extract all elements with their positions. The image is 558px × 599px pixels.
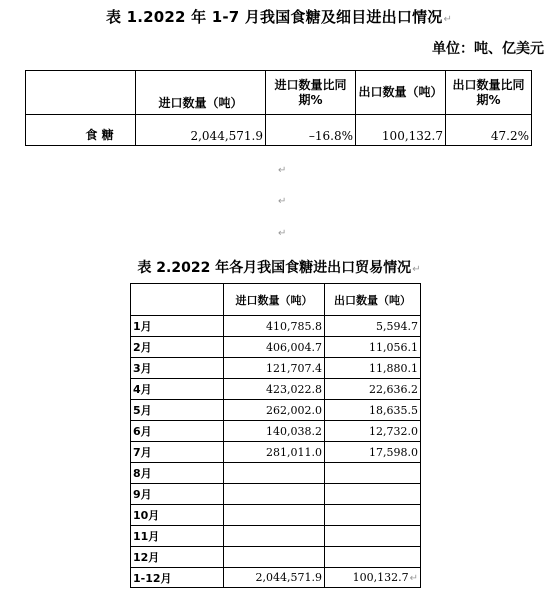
table1-header-blank (26, 71, 136, 115)
table2-total-row (131, 568, 421, 588)
table-row (131, 400, 421, 421)
unit-label (432, 38, 544, 58)
table-row (131, 505, 421, 526)
month-cell: 9月 (131, 484, 224, 505)
month-cell: 7月 (131, 442, 224, 463)
table-row (131, 547, 421, 568)
table-row (131, 358, 421, 379)
table2-header-row (131, 284, 421, 316)
import-qty-cell: 406,004.7 (224, 337, 325, 358)
month-cell: 5月 (131, 400, 224, 421)
import-qty-cell: 423,022.8 (224, 379, 325, 400)
table1-import-qty: 2,044,571.9 (136, 115, 266, 146)
month-cell: 10月 (131, 505, 224, 526)
month-cell: 4月 (131, 379, 224, 400)
import-qty-cell (224, 547, 325, 568)
month-cell: 12月 (131, 547, 224, 568)
paragraph-mark-icon: ↵ (278, 196, 287, 207)
month-cell: 11月 (131, 526, 224, 547)
table-row (131, 421, 421, 442)
table2-title (0, 257, 558, 277)
table2-header-blank (131, 284, 224, 316)
import-qty-cell: 140,038.2 (224, 421, 325, 442)
table1-header-export-qty: 出口数量（吨） (356, 71, 446, 115)
table-row (131, 337, 421, 358)
import-qty-cell (224, 484, 325, 505)
import-qty-cell: 281,011.0 (224, 442, 325, 463)
table1 (25, 70, 532, 146)
month-cell: 6月 (131, 421, 224, 442)
paragraph-mark-icon: ↵ (409, 573, 418, 584)
paragraph-mark-icon: ↵ (412, 264, 421, 275)
table-row (131, 484, 421, 505)
unit-text: 单位：吨、亿美元 (432, 41, 544, 57)
import-qty-cell: 121,707.4 (224, 358, 325, 379)
import-qty-cell (224, 463, 325, 484)
export-qty-cell: 18,635.5 (325, 400, 421, 421)
table1-title-text: 表 1.2022 年 1-7 月我国食糖及细目进出口情况 (105, 8, 443, 26)
paragraph-mark-icon: ↵ (443, 14, 453, 25)
month-cell: 2月 (131, 337, 224, 358)
import-qty-cell: 262,002.0 (224, 400, 325, 421)
month-cell: 3月 (131, 358, 224, 379)
import-qty-cell (224, 526, 325, 547)
table-row (131, 379, 421, 400)
export-qty-cell (325, 463, 421, 484)
export-qty-cell (325, 526, 421, 547)
import-qty-cell (224, 505, 325, 526)
table-row (26, 115, 532, 146)
table-row (131, 463, 421, 484)
table2 (130, 283, 421, 588)
export-qty-cell: 22,636.2 (325, 379, 421, 400)
table-row (131, 316, 421, 337)
export-qty-cell: 11,880.1 (325, 358, 421, 379)
month-cell: 8月 (131, 463, 224, 484)
export-qty-cell: 5,594.7 (325, 316, 421, 337)
table2-header-import-qty: 进口数量（吨） (224, 284, 325, 316)
export-qty-cell (325, 505, 421, 526)
table-row (131, 526, 421, 547)
import-qty-cell: 410,785.8 (224, 316, 325, 337)
table1-header-row (26, 71, 532, 115)
table-row (131, 442, 421, 463)
export-qty-cell: 12,732.0 (325, 421, 421, 442)
table1-header-export-yoy: 出口数量比同期% (446, 71, 532, 115)
table1-import-yoy: –16.8% (266, 115, 356, 146)
table1-row-label: 食 糖 (26, 115, 136, 146)
total-export-qty: 100,132.7 (352, 571, 409, 584)
paragraph-mark-icon: ↵ (278, 228, 287, 239)
table1-header-import-yoy: 进口数量比同期% (266, 71, 356, 115)
table1-title (0, 6, 558, 27)
table1-export-qty: 100,132.7 (356, 115, 446, 146)
table2-title-text: 表 2.2022 年各月我国食糖进出口贸易情况 (137, 260, 412, 276)
paragraph-mark-icon: ↵ (278, 165, 287, 176)
month-cell: 1月 (131, 316, 224, 337)
total-month-cell: 1-12月 (131, 568, 224, 588)
table2-header-export-qty: 出口数量（吨） (325, 284, 421, 316)
table1-export-yoy: 47.2% (446, 115, 532, 146)
table1-header-import-qty: 进口数量（吨） (136, 71, 266, 115)
total-export-qty-cell (325, 568, 421, 588)
export-qty-cell: 11,056.1 (325, 337, 421, 358)
export-qty-cell (325, 547, 421, 568)
export-qty-cell: 17,598.0 (325, 442, 421, 463)
export-qty-cell (325, 484, 421, 505)
total-import-qty-cell: 2,044,571.9 (224, 568, 325, 588)
